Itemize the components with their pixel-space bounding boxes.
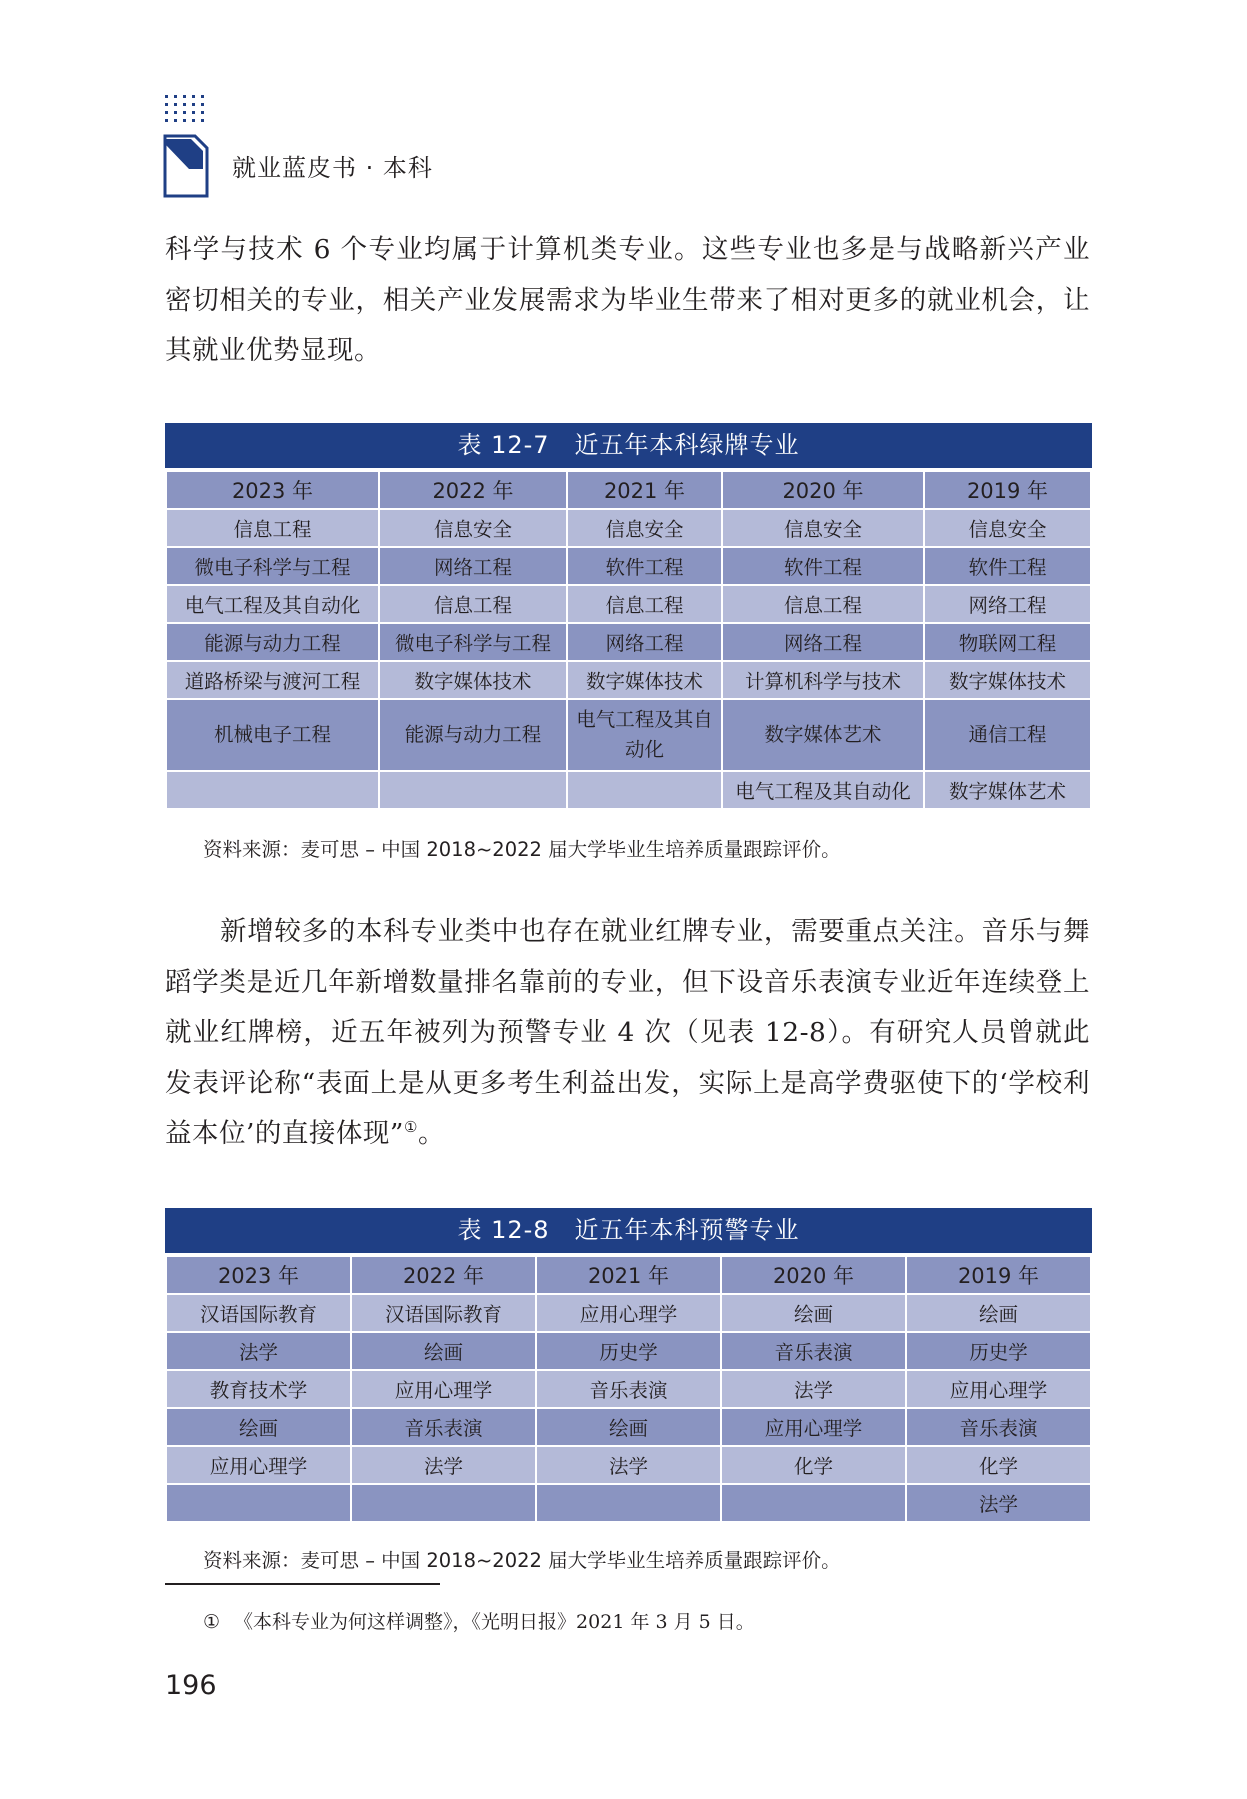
column-header: 2021 年 — [536, 1256, 721, 1294]
table-cell: 法学 — [166, 1332, 351, 1370]
table-row — [166, 509, 1091, 547]
table-cell: 应用心理学 — [721, 1408, 906, 1446]
column-header: 2023 年 — [166, 1256, 351, 1294]
table-cell: 软件工程 — [567, 547, 722, 585]
table-cell: 化学 — [721, 1446, 906, 1484]
table-cell: 机械电子工程 — [166, 699, 379, 771]
green-card-majors-table — [165, 423, 1092, 810]
table-cell: 信息安全 — [379, 509, 567, 547]
table-cell — [567, 771, 722, 809]
table-cell: 音乐表演 — [906, 1408, 1091, 1446]
paragraph-text: 新增较多的本科专业类中也存在就业红牌专业，需要重点关注。音乐与舞蹈学类是近几年新增数量排名靠前的专业，但下设音乐表演专业近年连续登上就业红牌榜，近五年被列为预警专业 4 次（见表 12-8）。有研究人员曾就此发表评论称“表面上是从更多考生利益出发，实际上是高学费驱使下的‘学校利益本位’的直接体现” — [165, 916, 1090, 1149]
table-cell: 数字媒体技术 — [379, 661, 567, 699]
column-header: 2019 年 — [924, 471, 1091, 509]
column-header: 2022 年 — [379, 471, 567, 509]
table-row — [166, 699, 1091, 771]
table-cell — [166, 1484, 351, 1522]
table-source-note: 资料来源：麦可思 – 中国 2018~2022 届大学毕业生培养质量跟踪评价。 — [203, 838, 841, 861]
table-cell: 信息安全 — [924, 509, 1091, 547]
table-cell: 法学 — [536, 1446, 721, 1484]
table-cell: 法学 — [351, 1446, 536, 1484]
table-cell: 电气工程及其自动化 — [567, 699, 722, 771]
table-cell: 电气工程及其自动化 — [166, 585, 379, 623]
table-cell: 网络工程 — [379, 547, 567, 585]
table-cell: 应用心理学 — [351, 1370, 536, 1408]
table-row — [166, 1294, 1091, 1332]
table-row — [166, 1408, 1091, 1446]
paragraph-end-punctuation: 。 — [417, 1118, 445, 1149]
table-cell: 应用心理学 — [906, 1370, 1091, 1408]
running-header-title: 就业蓝皮书 · 本科 — [232, 154, 433, 182]
table-cell: 汉语国际教育 — [351, 1294, 536, 1332]
table-source-note: 资料来源：麦可思 – 中国 2018~2022 届大学毕业生培养质量跟踪评价。 — [203, 1549, 841, 1572]
column-header: 2023 年 — [166, 471, 379, 509]
table-row — [166, 1484, 1091, 1522]
footnote-divider — [165, 1583, 440, 1585]
table-cell — [166, 771, 379, 809]
table-row — [166, 1446, 1091, 1484]
footnote — [203, 1607, 755, 1634]
footnote-text: 《本科专业为何这样调整》，《光明日报》2021 年 3 月 5 日。 — [234, 1611, 755, 1633]
table-cell: 信息工程 — [379, 585, 567, 623]
table-cell: 化学 — [906, 1446, 1091, 1484]
table-cell: 信息安全 — [722, 509, 924, 547]
table-cell: 数字媒体技术 — [567, 661, 722, 699]
table-row — [166, 623, 1091, 661]
table-cell: 应用心理学 — [536, 1294, 721, 1332]
table-cell: 教育技术学 — [166, 1370, 351, 1408]
footnote-mark: ① — [203, 1611, 221, 1633]
column-header: 2020 年 — [721, 1256, 906, 1294]
table-cell: 道路桥梁与渡河工程 — [166, 661, 379, 699]
table-cell: 电气工程及其自动化 — [722, 771, 924, 809]
column-header: 2022 年 — [351, 1256, 536, 1294]
table-cell — [536, 1484, 721, 1522]
table-header-row — [166, 471, 1091, 509]
column-header: 2021 年 — [567, 471, 722, 509]
table-cell: 微电子科学与工程 — [166, 547, 379, 585]
table-cell: 物联网工程 — [924, 623, 1091, 661]
table-cell: 微电子科学与工程 — [379, 623, 567, 661]
table-cell: 音乐表演 — [721, 1332, 906, 1370]
table-cell: 网络工程 — [722, 623, 924, 661]
table-cell: 能源与动力工程 — [379, 699, 567, 771]
table-row — [166, 585, 1091, 623]
table-cell: 能源与动力工程 — [166, 623, 379, 661]
table-cell — [379, 771, 567, 809]
table-cell: 软件工程 — [722, 547, 924, 585]
table-cell: 信息安全 — [567, 509, 722, 547]
table-row — [166, 547, 1091, 585]
table-cell: 应用心理学 — [166, 1446, 351, 1484]
table-row — [166, 661, 1091, 699]
table-cell: 历史学 — [906, 1332, 1091, 1370]
table-cell — [721, 1484, 906, 1522]
table-cell: 音乐表演 — [351, 1408, 536, 1446]
table-cell: 音乐表演 — [536, 1370, 721, 1408]
warning-majors-table — [165, 1208, 1092, 1523]
table-cell: 历史学 — [536, 1332, 721, 1370]
table-row — [166, 771, 1091, 809]
table-cell: 通信工程 — [924, 699, 1091, 771]
table-header-row — [166, 1256, 1091, 1294]
table-cell: 法学 — [721, 1370, 906, 1408]
table-caption: 表 12-8 近五年本科预警专业 — [165, 1208, 1092, 1255]
table-cell: 绘画 — [351, 1332, 536, 1370]
table-cell: 计算机科学与技术 — [722, 661, 924, 699]
body-paragraph-1: 科学与技术 6 个专业均属于计算机类专业。这些专业也多是与战略新兴产业密切相关的专业，相关产业发展需求为毕业生带来了相对更多的就业机会，让其就业优势显现。 — [165, 234, 1090, 366]
table-cell: 法学 — [906, 1484, 1091, 1522]
table-cell: 汉语国际教育 — [166, 1294, 351, 1332]
table-cell: 信息工程 — [722, 585, 924, 623]
body-paragraph-2 — [165, 907, 1090, 1160]
table-cell: 网络工程 — [924, 585, 1091, 623]
table-cell: 信息工程 — [166, 509, 379, 547]
table-cell: 数字媒体技术 — [924, 661, 1091, 699]
table-cell: 数字媒体艺术 — [722, 699, 924, 771]
table-row — [166, 1332, 1091, 1370]
table-cell: 网络工程 — [567, 623, 722, 661]
page-number: 196 — [165, 1670, 217, 1701]
book-logo-icon — [163, 95, 209, 199]
table-cell: 软件工程 — [924, 547, 1091, 585]
table-cell: 绘画 — [166, 1408, 351, 1446]
table-caption: 表 12-7 近五年本科绿牌专业 — [165, 423, 1092, 470]
table-cell: 数字媒体艺术 — [924, 771, 1091, 809]
column-header: 2020 年 — [722, 471, 924, 509]
table-cell: 绘画 — [721, 1294, 906, 1332]
column-header: 2019 年 — [906, 1256, 1091, 1294]
footnote-reference[interactable]: ① — [403, 1118, 418, 1137]
table-cell — [351, 1484, 536, 1522]
table-cell: 绘画 — [536, 1408, 721, 1446]
table-row — [166, 1370, 1091, 1408]
table-cell: 信息工程 — [567, 585, 722, 623]
table-cell: 绘画 — [906, 1294, 1091, 1332]
